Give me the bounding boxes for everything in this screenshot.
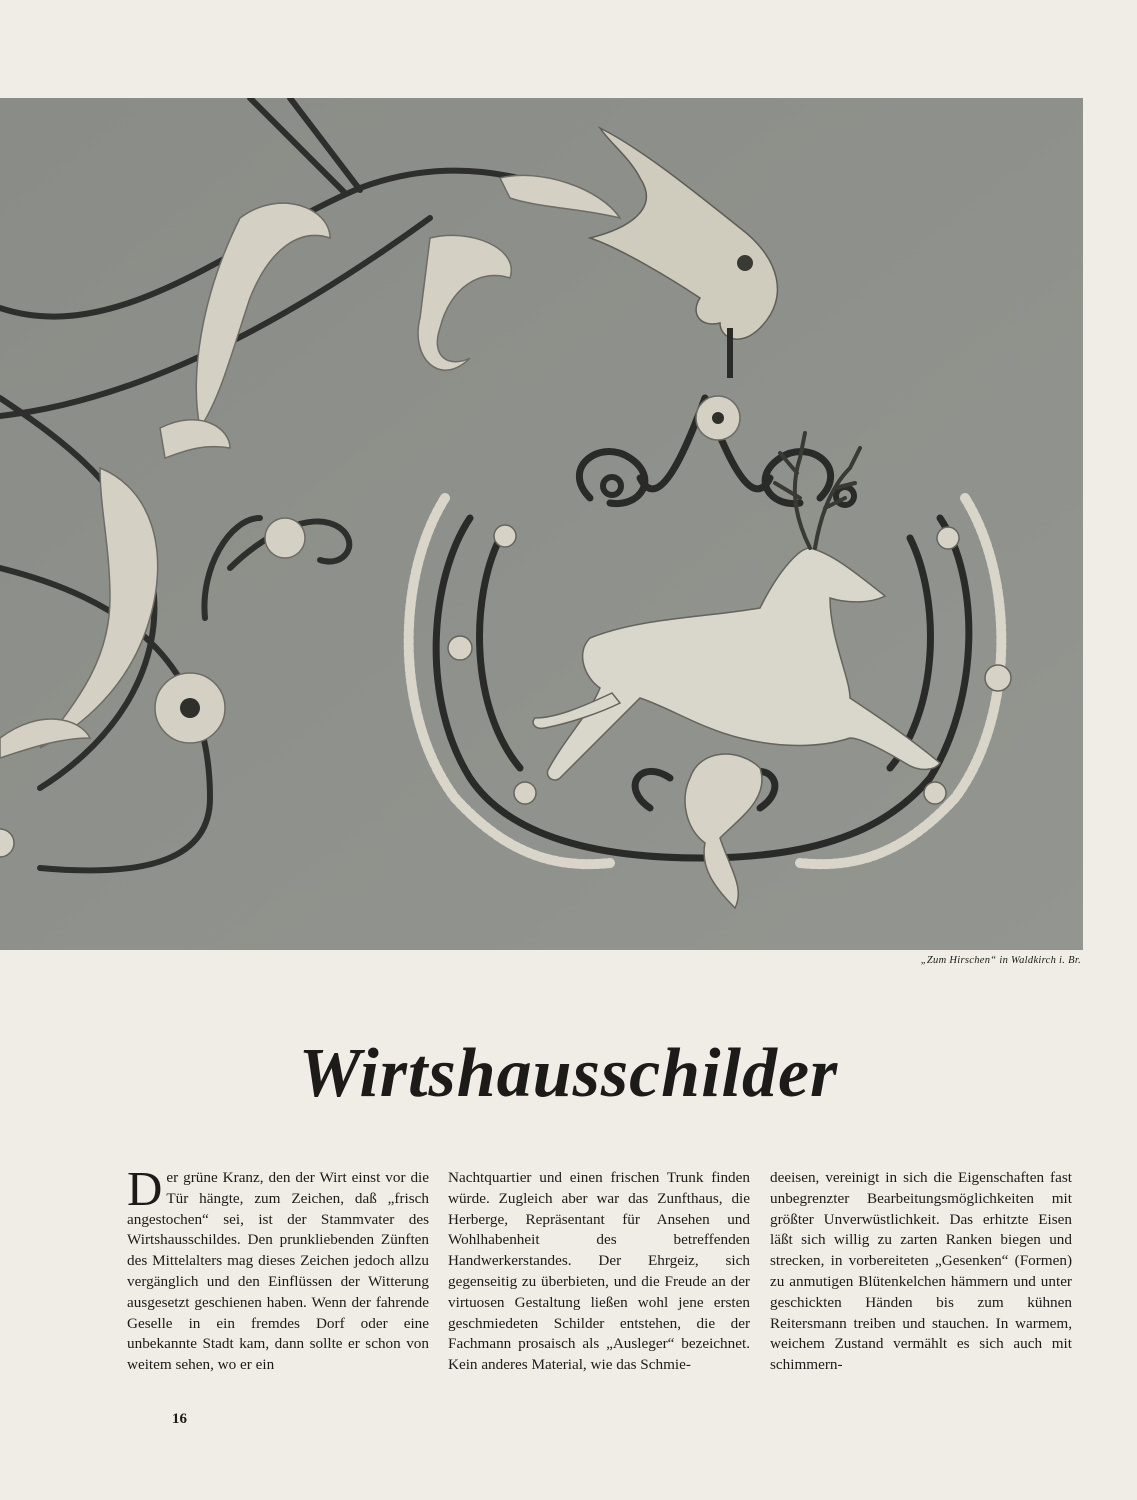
wrought-iron-inn-sign-photo — [0, 98, 1083, 950]
article-title: Wirtshausschilder — [298, 1035, 839, 1112]
column-1-text: er grüne Kranz, den der Wirt einst vor die Tür hängte, zum Zeichen, daß „frisch angestochen“ sei, ist der Stammvater des Wirtshausschildes. Den prunkliebenden Zünften des Mittelalters mag dieses Zeichen jedoch allzu vergänglich und den Einflüssen der Witterung ausgesetzt geschienen haben. Wenn der fahrende Geselle in ein fremdes Dorf oder eine unbekannte Stadt kam, dann sollte er schon von weitem sehen, wo er ein — [127, 1169, 429, 1374]
drop-cap: D — [127, 1161, 163, 1216]
column-3-text: deeisen, vereinigt in sich die Eigenschaften fast unbegrenzter Bearbeitungsmöglichkeiten mit größter Unverwüstlichkeit. Das erhitzte Eisen läßt sich willig zu zarten Ranken biegen und strecken, in vorbereiteten „Gesenken“ (Formen) zu anmutigen Blütenkelchen hämmern und unter geschickten Händen bis zum kühnen Reitersmann treiben und stauchen. In warmem, weichem Zustand vermählt es sich auch mit schimmern- — [770, 1169, 1072, 1374]
column-2-text: Nachtquartier und einen frischen Trunk finden würde. Zugleich aber war das Zunfthaus, die Herberge, Repräsentant für Ansehen und Wohlhabenheit des betreffenden Handwerkerstandes. Der Ehrgeiz, sich gegenseitig zu überbieten, und die Freude an der virtuosen Gestaltung ließen wohl jene ersten geschmiedeten Schilder entstehen, die der Fachmann prosaisch als „Ausleger“ bezeichnet. Kein anderes Material, wie das Schmie- — [448, 1169, 750, 1374]
text-column-2 — [448, 1168, 750, 1376]
text-column-1 — [127, 1161, 429, 1376]
page-number: 16 — [172, 1411, 187, 1427]
photo-caption: „Zum Hirschen“ in Waldkirch i. Br. — [920, 955, 1081, 966]
text-column-3 — [770, 1168, 1072, 1376]
